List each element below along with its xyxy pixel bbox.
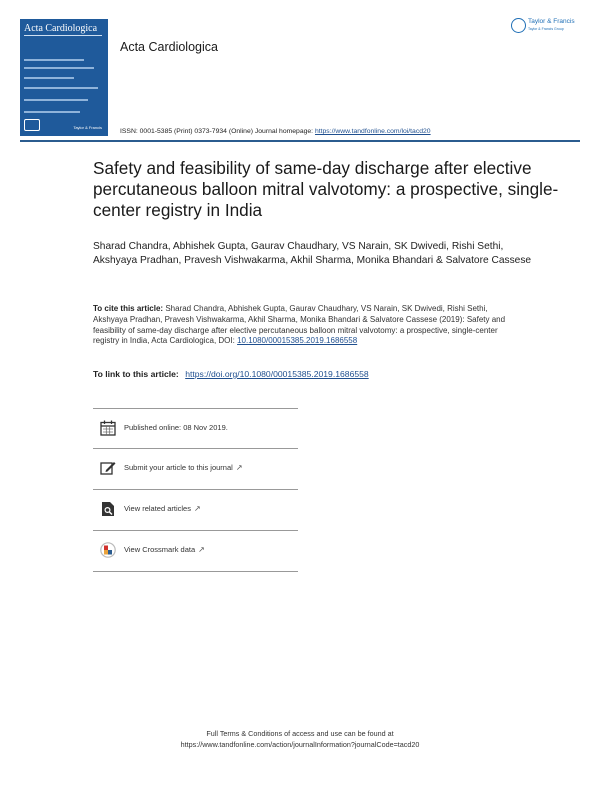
submit-article-row[interactable] [93, 448, 298, 488]
published-online-label: Published online: 08 Nov 2019. [124, 423, 228, 432]
cover-divider [24, 35, 102, 36]
author-list: Sharad Chandra, Abhishek Gupta, Gaurav Chaudhary, VS Narain, SK Dwivedi, Rishi Sethi, Akshyaya Pradhan, Pravesh Vishwakarma, Akhil Sharma, Monika Bhandari & Salvatore Cassese [93, 241, 532, 266]
publisher-subtitle: Taylor & Francis Group [528, 27, 564, 31]
info-rows-bottom-divider [93, 571, 298, 572]
crossmark-row[interactable] [93, 530, 298, 570]
cover-text-block [24, 59, 84, 61]
related-articles-row[interactable] [93, 489, 298, 529]
footer [0, 728, 600, 750]
cover-publisher-mark: Taylor & Francis [73, 125, 102, 130]
crossmark-label: View Crossmark data [124, 545, 196, 554]
related-articles-label: View related articles [124, 504, 191, 513]
publisher-name: Taylor & Francis [528, 18, 575, 25]
calendar-icon [100, 420, 116, 436]
article-link-label: To link to this article: [93, 369, 179, 379]
footer-terms-link[interactable]: https://www.tandfonline.com/action/journalInformation?journalCode=tacd20 [180, 740, 420, 749]
header-divider [20, 140, 580, 142]
submit-article-label: Submit your article to this journal [124, 463, 233, 472]
article-link-line [93, 369, 369, 379]
crossmark-icon [100, 542, 116, 558]
crossmark-link[interactable] [124, 545, 205, 554]
publisher-logo-icon [511, 18, 526, 33]
citation-doi-link[interactable]: 10.1080/00015385.2019.1686558 [237, 336, 358, 346]
cover-text-block [24, 111, 80, 113]
cover-text-block [24, 77, 74, 79]
citation-label: To cite this article: [93, 304, 164, 313]
external-link-icon: ↗ [193, 504, 201, 513]
external-link-icon: ↗ [235, 463, 243, 472]
related-articles-link[interactable] [124, 504, 201, 513]
journal-cover-image [20, 19, 108, 136]
journal-homepage-link[interactable]: https://www.tandfonline.com/loi/tacd20 [314, 128, 431, 135]
citation-text: Sharad Chandra, Abhishek Gupta, Gaurav Chaudhary, VS Narain, SK Dwivedi, Rishi Sethi, Akshyaya Pradhan, Pravesh Vishwakarma, Akhil Sharma, Monika Bhandari & Salvatore Cassese (2019): Safety and feasibility of same-day discharge after elective percutaneous balloon mitral valvotomy: a prospective, single-center registry in India, Acta Cardiologica, DOI: [93, 304, 506, 346]
publisher-logo[interactable] [511, 16, 583, 36]
edit-icon [100, 460, 116, 476]
external-link-icon: ↗ [198, 545, 205, 554]
issn-text: ISSN: 0001-5385 (Print) 0373-7934 (Online) Journal homepage: [120, 128, 314, 135]
article-title: Safety and feasibility of same-day discharge after elective percutaneous balloon mitral valvotomy: a prospective, single-center registry in India [93, 158, 559, 220]
cover-text-block [24, 87, 98, 89]
cover-text-block [24, 99, 88, 101]
cover-logo-icon [24, 119, 40, 131]
citation-block [93, 304, 523, 347]
journal-name[interactable]: Acta Cardiologica [120, 40, 218, 54]
footer-terms-text: Full Terms & Conditions of access and use can be found at [206, 729, 394, 738]
submit-article-link[interactable] [124, 463, 243, 472]
cover-title: Acta Cardiologica [24, 23, 98, 34]
article-doi-link[interactable]: https://doi.org/10.1080/00015385.2019.1686558 [185, 369, 369, 379]
search-doc-icon [100, 501, 116, 517]
published-online-row [93, 408, 298, 448]
cover-text-block [24, 67, 94, 69]
issn-line [120, 128, 431, 135]
